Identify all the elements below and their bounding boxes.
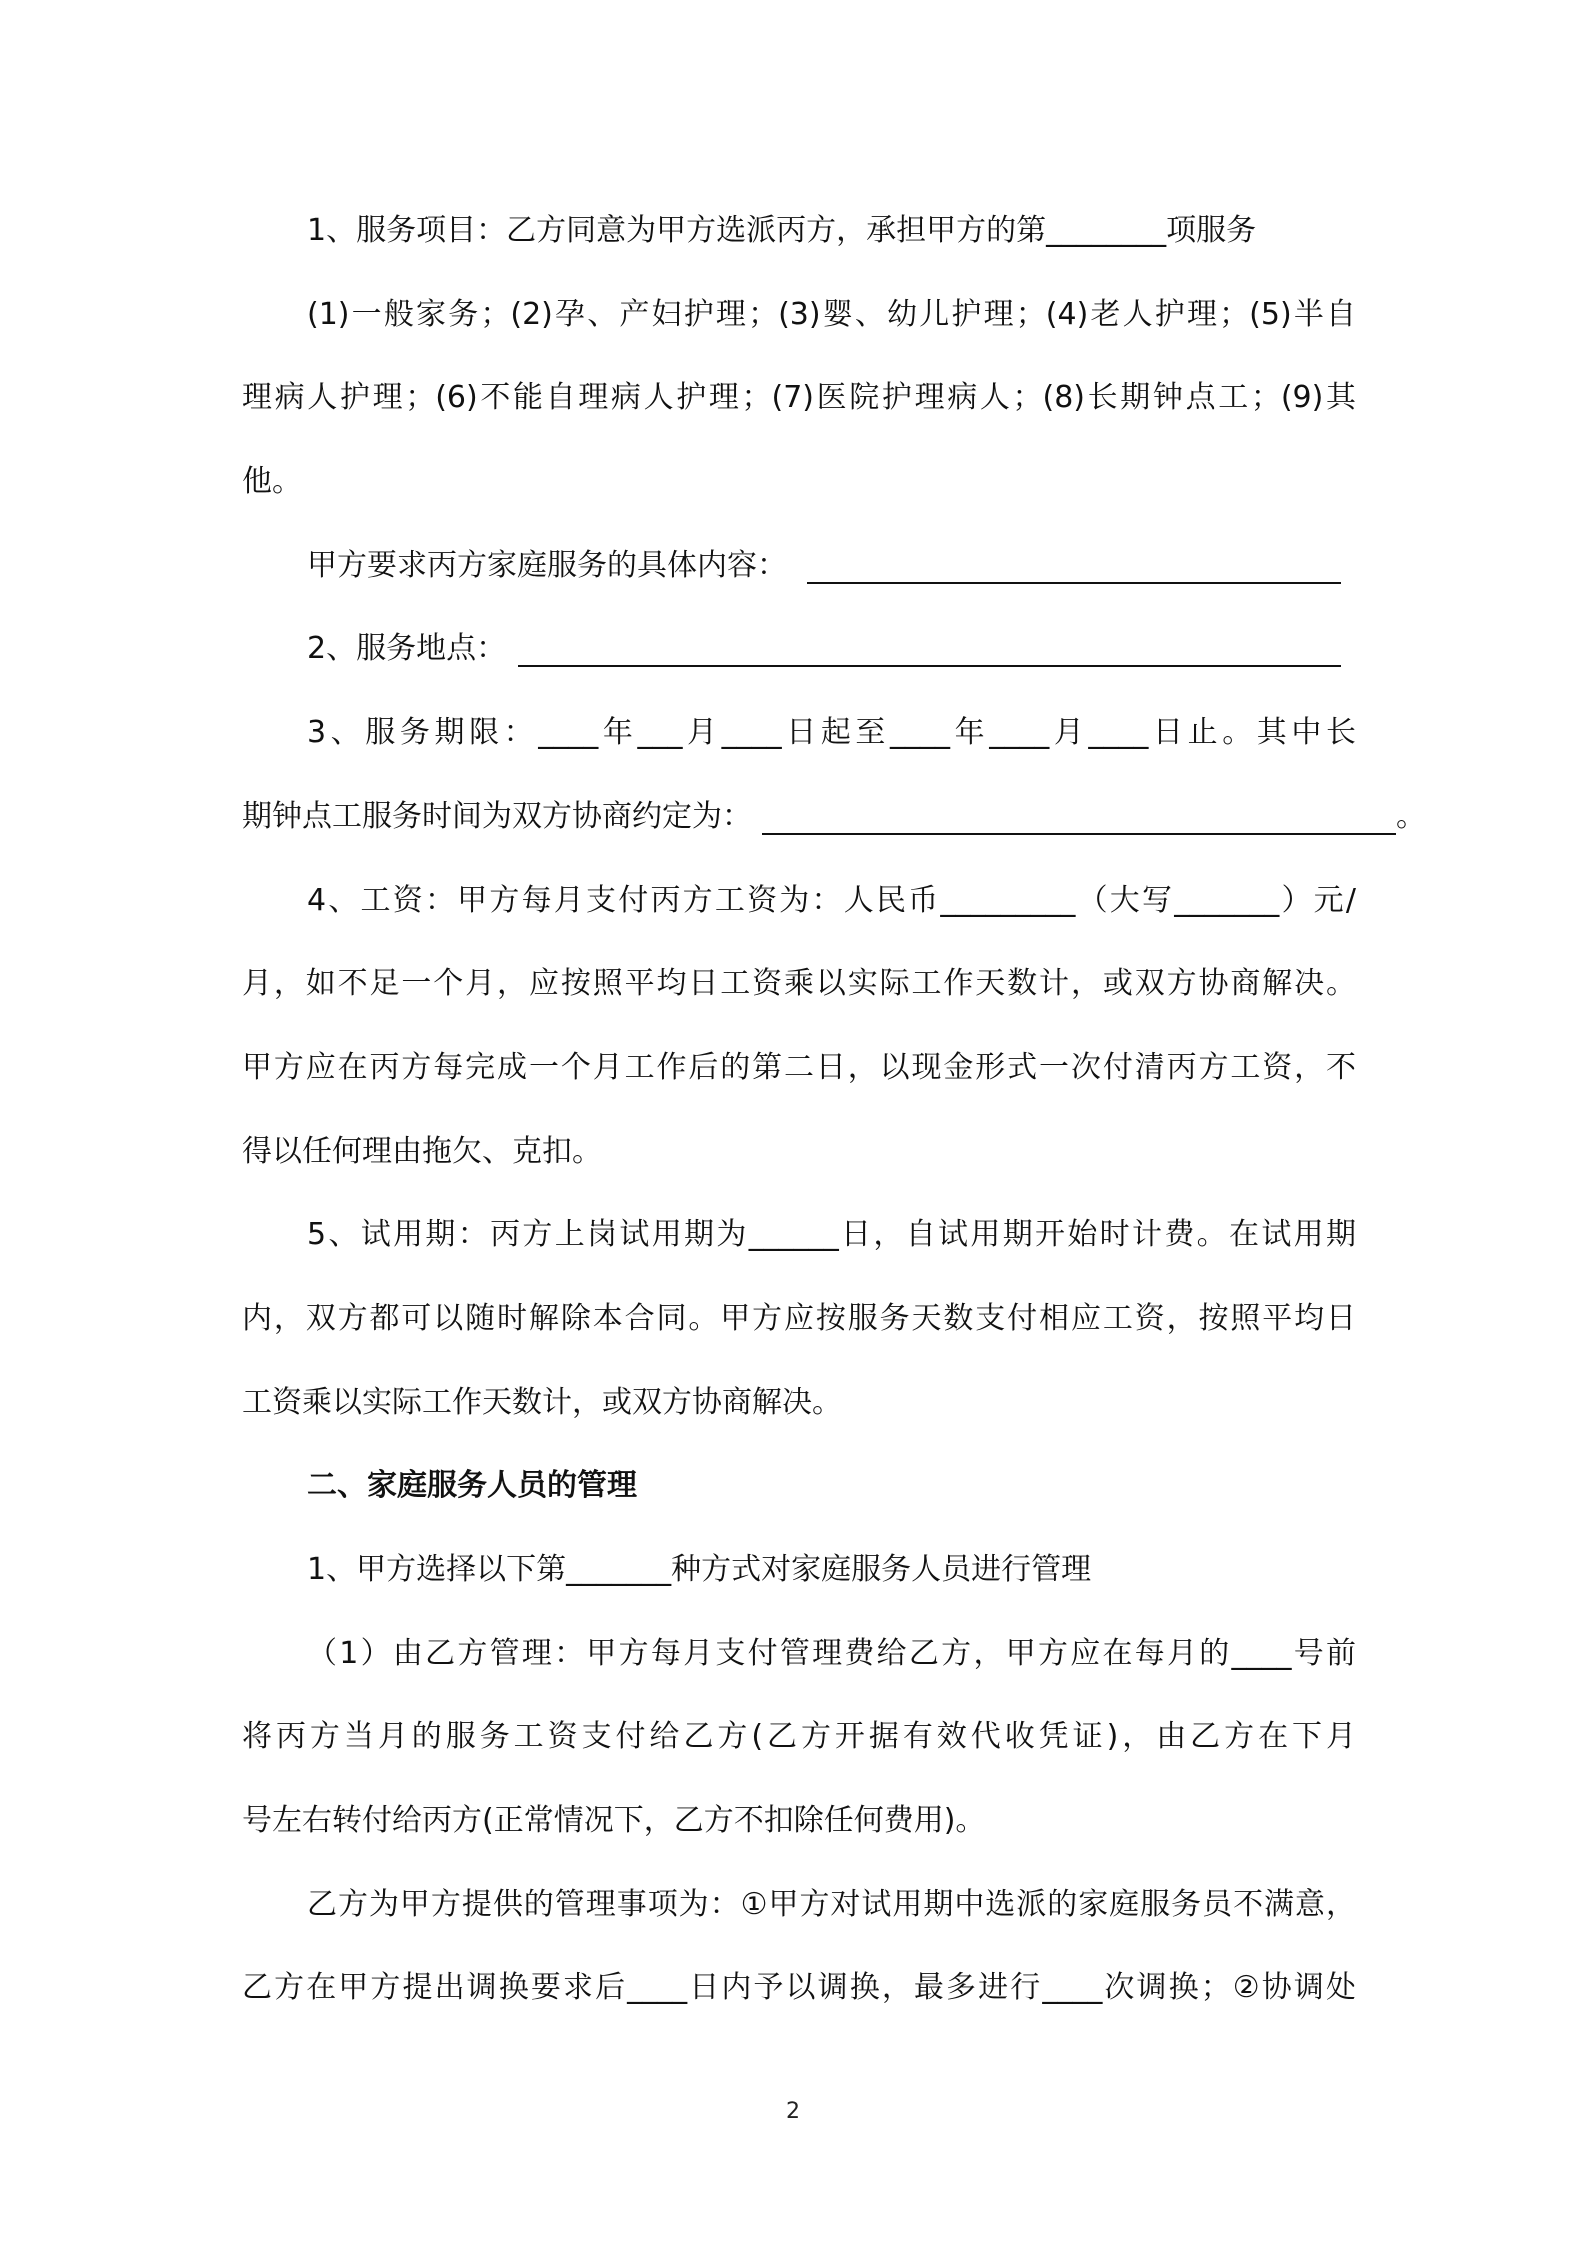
- paragraph-line: 乙方为甲方提供的管理事项为：①甲方对试用期中选派的家庭服务员不满意，: [307, 1886, 1356, 1922]
- page-number: 2: [786, 2099, 800, 2124]
- paragraph-line: (1)一般家务；(2)孕、产妇护理；(3)婴、幼儿护理；(4)老人护理；(5)半自: [307, 296, 1356, 332]
- paragraph-line: 将丙方当月的服务工资支付给乙方(乙方开据有效代收凭证)，由乙方在下月: [242, 1719, 1356, 1755]
- paragraph-line: 理病人护理；(6)不能自理病人护理；(7)医院护理病人；(8)长期钟点工；(9)其: [242, 380, 1356, 416]
- paragraph-line: 他。: [242, 464, 302, 500]
- paragraph-line: 得以任何理由拖欠、克扣。: [242, 1133, 602, 1169]
- paragraph-line: 5、试用期：丙方上岗试用期为______日，自试用期开始时计费。在试用期: [307, 1217, 1356, 1253]
- paragraph-line: 4、工资：甲方每月支付丙方工资为：人民币_________（大写_______）元/: [307, 882, 1356, 918]
- paragraph-line: 号左右转付给丙方(正常情况下，乙方不扣除任何费用)。: [242, 1803, 986, 1839]
- paragraph-line: [242, 775, 1426, 859]
- paragraph-line: 甲方应在丙方每完成一个月工作后的第二日，以现金形式一次付清丙方工资，不: [242, 1049, 1356, 1085]
- paragraph-line: 月，如不足一个月，应按照平均日工资乘以实际工作天数计，或双方协商解决。: [242, 966, 1356, 1002]
- paragraph-line: [242, 524, 1356, 608]
- paragraph-line: 3、服务期限：____年___月____日起至____年____月____日止。其中长: [307, 715, 1356, 751]
- paragraph-line: 1、服务项目：乙方同意为甲方选派丙方，承担甲方的第________项服务: [307, 213, 1257, 248]
- paragraph-line: 工资乘以实际工作天数计，或双方协商解决。: [242, 1384, 842, 1420]
- fill-in-blank: [518, 607, 1341, 667]
- section-heading: 二、家庭服务人员的管理: [307, 1468, 637, 1504]
- line-text: 期钟点工服务时间为双方协商约定为：: [242, 798, 752, 834]
- fill-in-blank: [762, 775, 1396, 835]
- line-text: 甲方要求丙方家庭服务的具体内容：: [307, 547, 787, 583]
- paragraph-line: 1、甲方选择以下第_______种方式对家庭服务人员进行管理: [307, 1552, 1092, 1587]
- fill-in-blank: [807, 524, 1341, 584]
- document-body: [242, 189, 1426, 2030]
- paragraph-line: 乙方在甲方提出调换要求后____日内予以调换，最多进行____次调换；②协调处: [242, 1970, 1356, 2006]
- line-text: 2、服务地点：: [307, 631, 507, 667]
- line-text-end: 。: [1396, 798, 1426, 834]
- paragraph-line: 内，双方都可以随时解除本合同。甲方应按服务天数支付相应工资，按照平均日: [242, 1300, 1356, 1336]
- paragraph-line: [242, 607, 1356, 691]
- paragraph-line: （1）由乙方管理：甲方每月支付管理费给乙方，甲方应在每月的____号前: [307, 1635, 1356, 1671]
